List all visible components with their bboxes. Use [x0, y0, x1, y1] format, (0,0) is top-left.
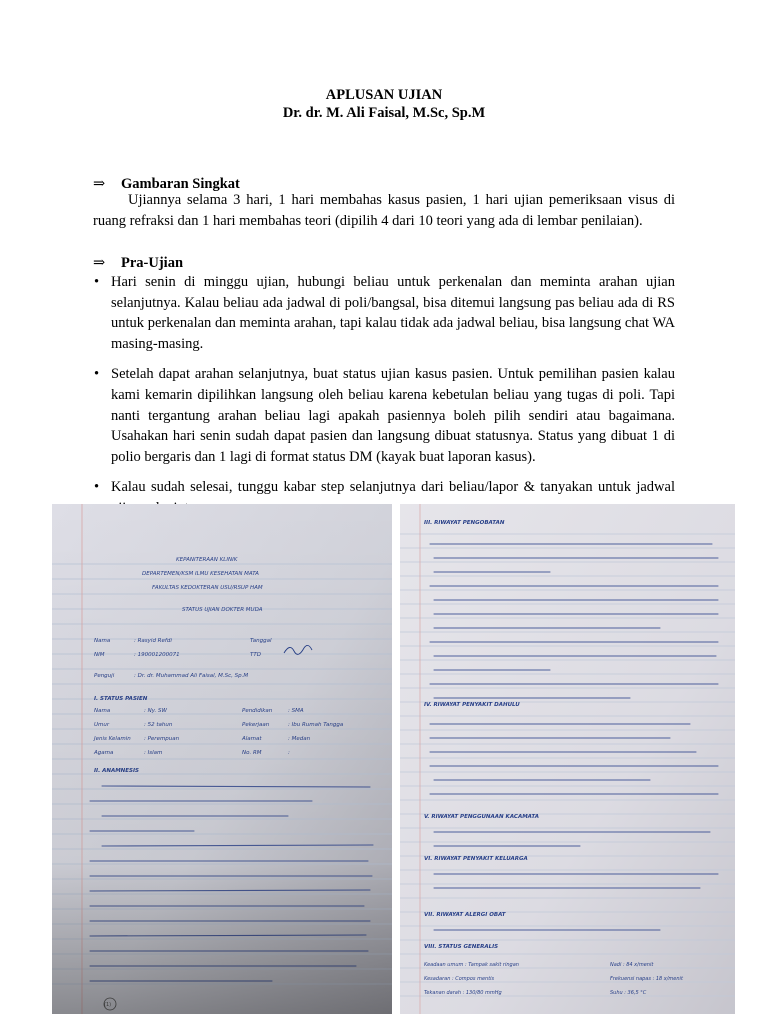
arrow-icon: ⇒ — [93, 176, 106, 192]
right-section-heading: V. RIWAYAT PENGGUNAAN KACAMATA — [424, 814, 539, 820]
generalis-side-field: Suhu : 36,5 °C — [610, 990, 647, 996]
document-title: APLUSAN UJIAN — [325, 87, 443, 103]
right-section-heading: VI. RIWAYAT PENYAKIT KELUARGA — [424, 856, 528, 862]
bullet-text: Setelah dapat arahan selanjutnya, buat status ujian kasus pasien. Untuk pemilihan pasien kalau kami kemarin dipilihkan langsung oleh beliau karena kebetulan beliau yang tugas di poli. Tapi nanti tergantung arahan beliau lagi apakah pasiennya boleh pilih sendiri atau bagaimana. Usahakan hari senin sudah dapat pasien dan langsung dibuat statusnya. Status yang dibuat 1 di polio bergaris dan 1 lagi di format status DM (kayak buat laporan kasus). — [111, 366, 675, 465]
pra-ujian-bullet-list — [93, 272, 675, 529]
bullet-icon: • — [94, 479, 100, 496]
generalis-side-field: Frekuensi napas : 18 x/menit — [610, 976, 683, 982]
generalis-field: Keadaan umum : Tampak sakit ringan — [424, 962, 519, 968]
handwritten-status-photo-right — [400, 504, 735, 1014]
document-subtitle: Dr. dr. M. Ali Faisal, M.Sc, Sp.M — [282, 105, 486, 121]
list-item — [93, 364, 675, 467]
bullet-icon: • — [94, 366, 100, 383]
bullet-icon: • — [94, 274, 100, 290]
gambaran-text: Ujiannya selama 3 hari, 1 hari membahas kasus pasien, 1 hari ujian pemeriksaan visus di ruang refraksi dan 1 hari membahas teori (dipilih 4 dari 10 teori yang ada di lembar penilaian). — [93, 192, 675, 229]
arrow-icon: ⇒ — [93, 255, 106, 271]
generalis-side-field: Nadi : 84 x/menit — [610, 962, 654, 968]
document-header — [0, 86, 768, 122]
right-section-heading: VII. RIWAYAT ALERGI OBAT — [424, 912, 506, 918]
right-section-heading: III. RIWAYAT PENGOBATAN — [424, 520, 505, 526]
section-heading-pra-ujian — [93, 254, 183, 272]
gambaran-heading-text: Gambaran Singkat — [121, 176, 240, 192]
right-section-heading: VIII. STATUS GENERALIS — [424, 944, 499, 950]
generalis-field: Tekanan darah : 130/80 mmHg — [424, 990, 502, 996]
gambaran-paragraph — [93, 190, 675, 231]
bullet-text: Hari senin di minggu ujian, hubungi beliau untuk perkenalan dan meminta arahan ujian selanjutnya. Kalau beliau ada jadwal di poli/bangsal, bisa ditemui langsung pas beliau ada di RS untuk perkenalan dan meminta arahan, tapi kalau tidak ada jadwal beliau, bisa langsung chat WA masing-masing. — [111, 274, 675, 352]
generalis-field: Kesadaran : Compos mentis — [424, 976, 495, 982]
right-section-heading: IV. RIWAYAT PENYAKIT DAHULU — [424, 702, 520, 708]
list-item — [93, 272, 675, 354]
handwritten-status-photo-left — [52, 504, 392, 1014]
pra-ujian-heading-text: Pra-Ujian — [121, 255, 184, 271]
bullet-text: Kalau sudah selesai, tunggu kabar step selanjutnya dari beliau/lapor & tanyakan untuk jadwal — [111, 479, 675, 496]
